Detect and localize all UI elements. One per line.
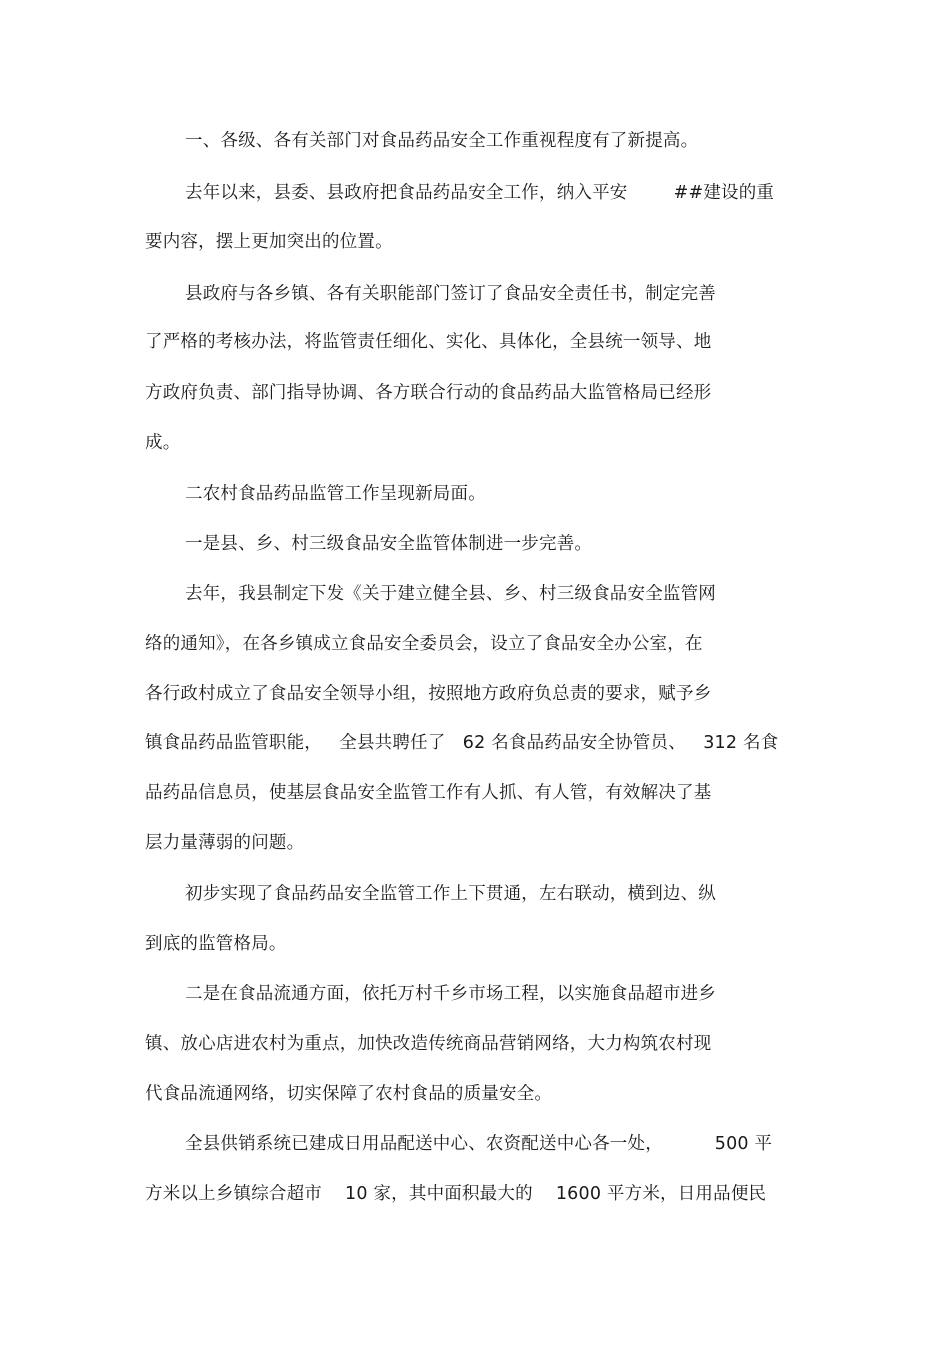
text-line: 方政府负责、部门指导协调、各方联合行动的食品药品大监管格局已经形	[145, 383, 712, 403]
text-line: 要内容，摆上更加突出的位置。	[145, 232, 393, 252]
text-line: 一、各级、各有关部门对食品药品安全工作重视程度有了新提高。	[185, 131, 699, 151]
text-line: 二农村食品药品监管工作呈现新局面。	[185, 484, 486, 504]
text-line: 了严格的考核办法，将监管责任细化、实化、具体化，全县统一领导、地	[145, 332, 712, 352]
text-line: 镇食品药品监管职能， 全县共聘任了 62 名食品药品安全协管员、 312 名食	[145, 733, 779, 753]
text-line: 代食品流通网络，切实保障了农村食品的质量安全。	[145, 1084, 553, 1104]
text-line: 去年，我县制定下发《关于建立健全县、乡、村三级食品安全监管网	[185, 584, 716, 604]
text-line: 一是县、乡、村三级食品安全监管体制进一步完善。	[185, 534, 593, 554]
text-line: 方米以上乡镇综合超市 10 家，其中面积最大的 1600 平方米，日用品便民	[145, 1184, 767, 1204]
text-line: 成。	[145, 433, 181, 453]
text-line: 到底的监管格局。	[145, 934, 287, 954]
text-line: 镇、放心店进农村为重点，加快改造传统商品营销网络，大力构筑农村现	[145, 1034, 712, 1054]
text-line: 去年以来，县委、县政府把食品药品安全工作，纳入平安 ##建设的重	[185, 183, 775, 203]
text-line: 各行政村成立了食品安全领导小组，按照地方政府负总责的要求，赋予乡	[145, 684, 712, 704]
text-line: 二是在食品流通方面，依托万村千乡市场工程，以实施食品超市进乡	[185, 984, 716, 1004]
text-line: 县政府与各乡镇、各有关职能部门签订了食品安全责任书，制定完善	[185, 284, 716, 304]
text-line: 初步实现了食品药品安全监管工作上下贯通，左右联动，横到边、纵	[185, 884, 716, 904]
text-line: 品药品信息员，使基层食品安全监管工作有人抓、有人管，有效解决了基	[145, 783, 712, 803]
text-line: 层力量薄弱的问题。	[145, 833, 305, 853]
text-line: 络的通知》，在各乡镇成立食品安全委员会，设立了食品安全办公室，在	[145, 634, 703, 654]
text-line: 全县供销系统已建成日用品配送中心、农资配送中心各一处， 500 平	[185, 1134, 773, 1154]
